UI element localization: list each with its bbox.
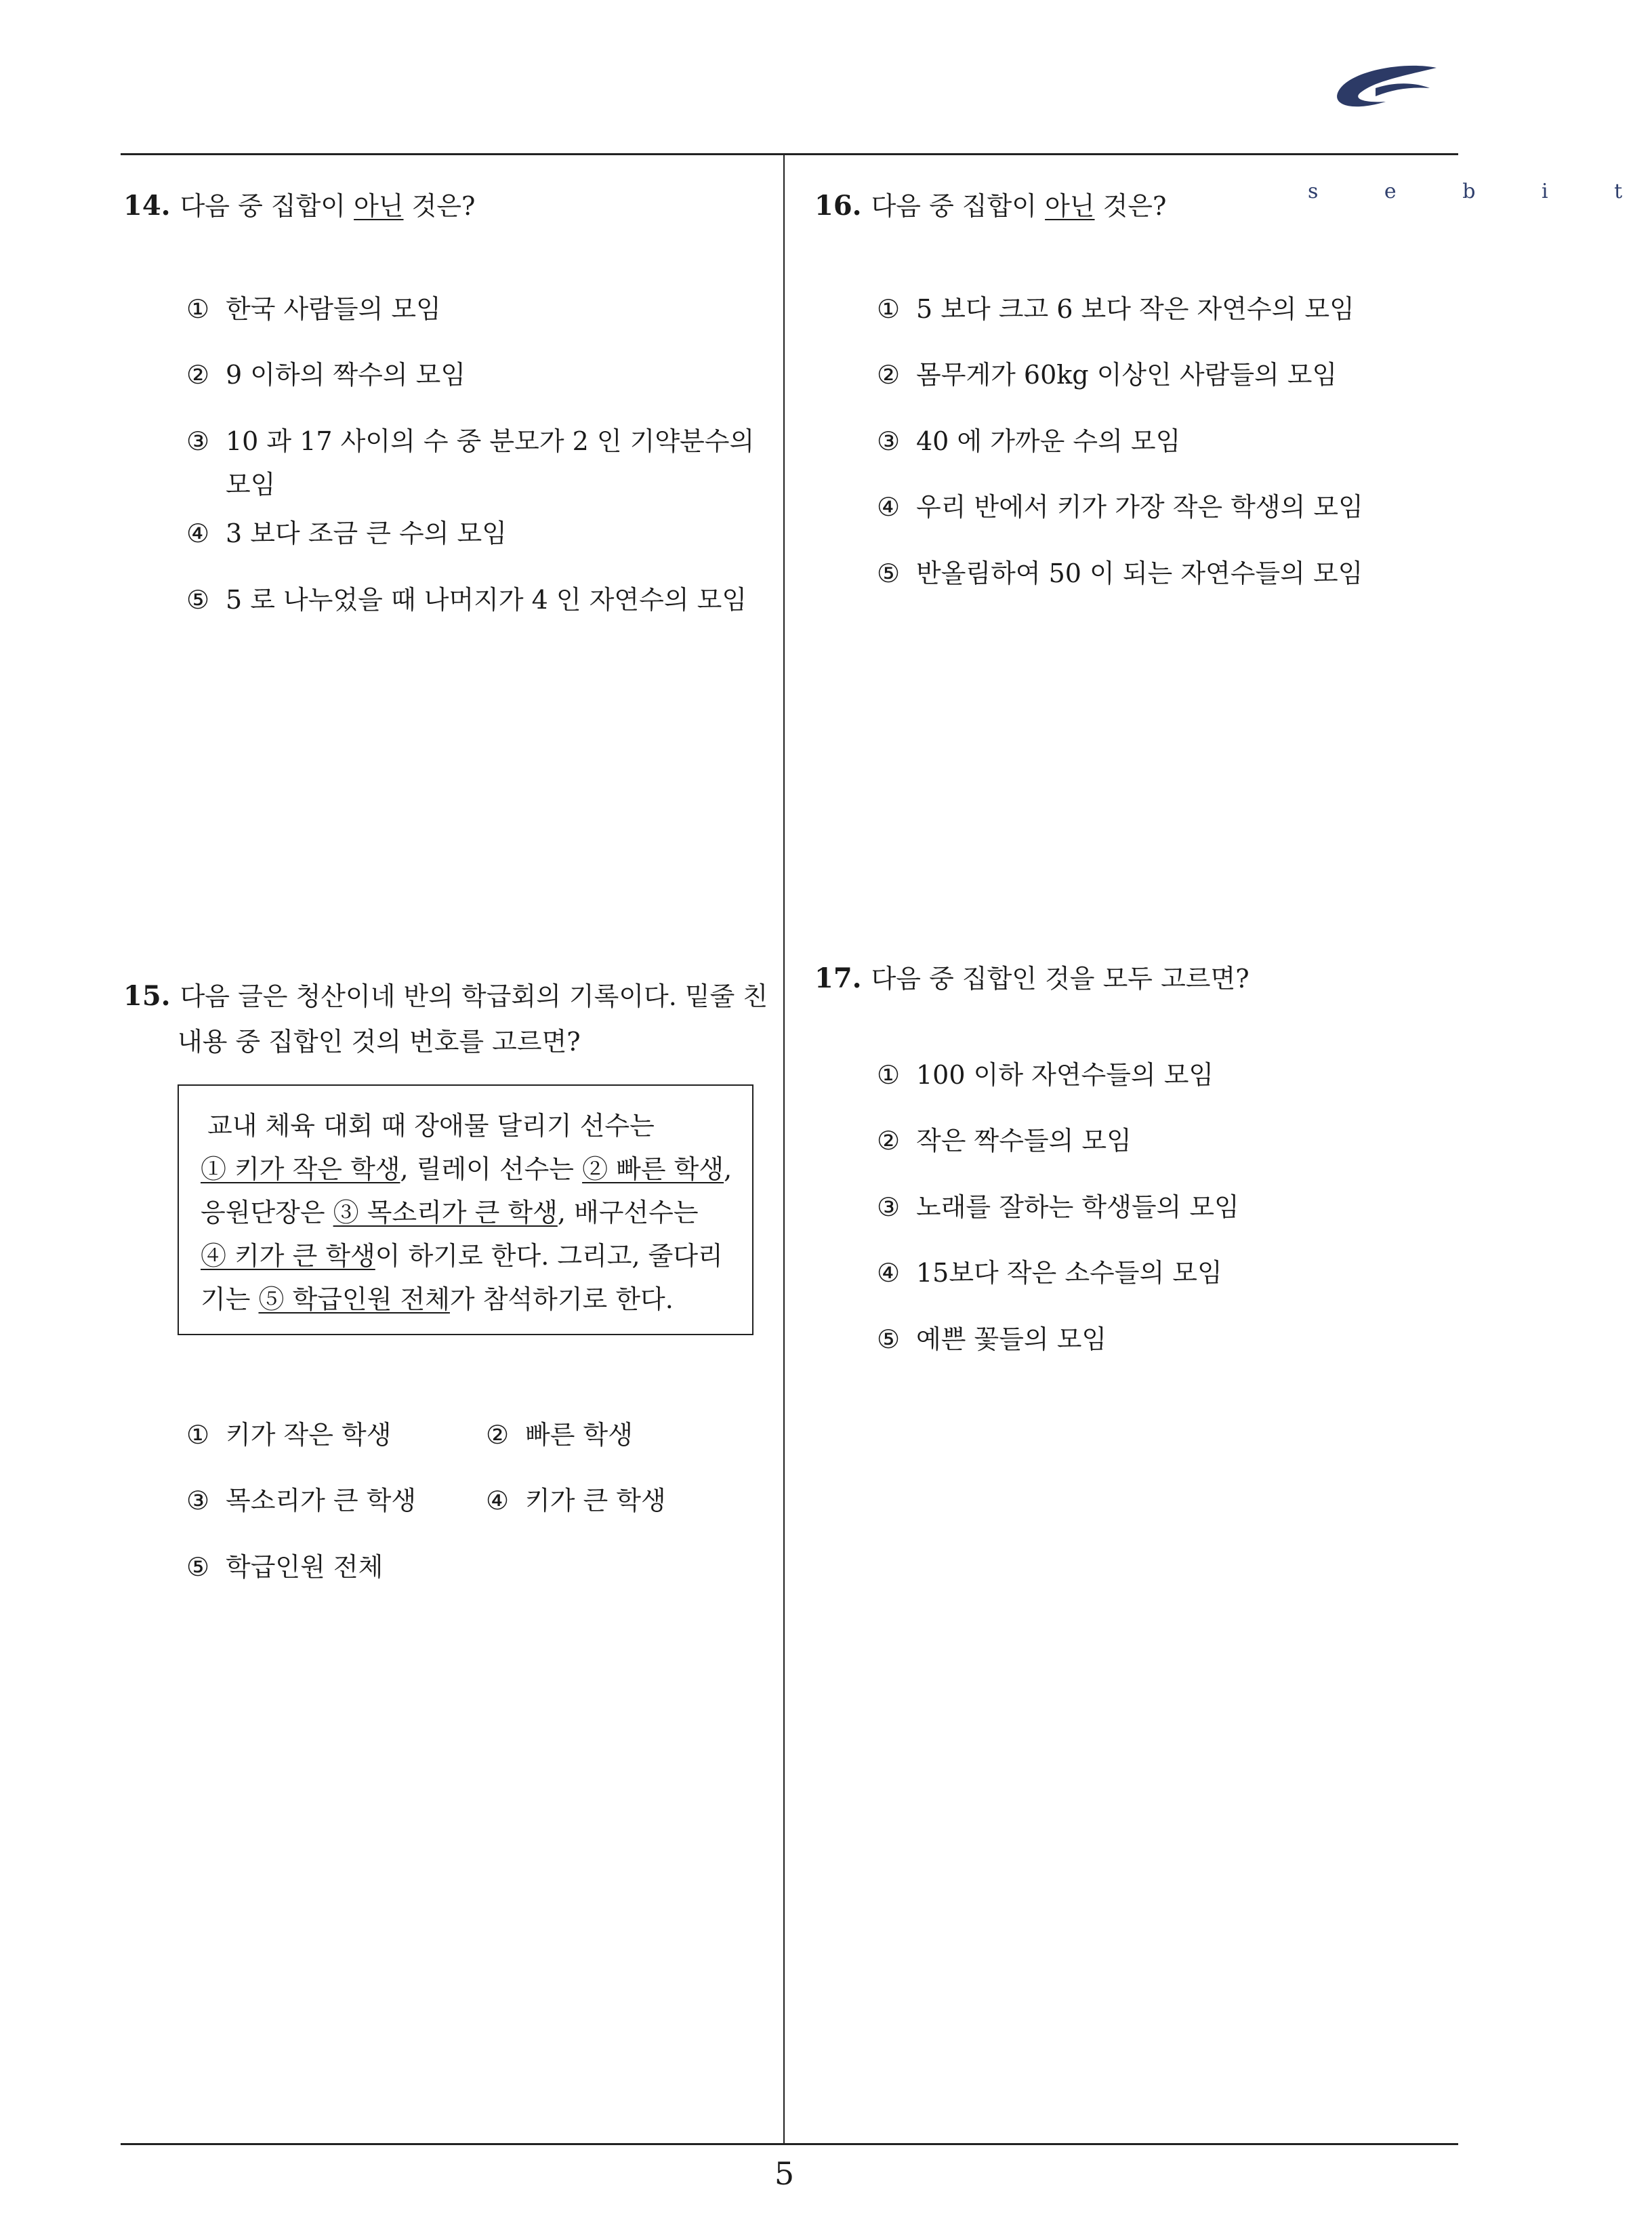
q16-option-5: ⑤ 반올림하여 50 이 되는 자연수들의 모임 [877,558,1363,588]
question-16-stem: 16. 다음 중 집합이 아닌 것은? [814,190,1167,222]
q16-option-1: ① 5 보다 크고 6 보다 작은 자연수의 모임 [877,294,1355,324]
logo-text: s e b i t [1308,180,1652,203]
page-number: 5 [774,2155,795,2192]
q17-option-5: ⑤ 예쁜 꽃들의 모임 [877,1324,1107,1354]
question-number: 15. [123,980,171,1012]
q14-option-4: ④ 3 보다 조금 큰 수의 모임 [186,518,507,548]
q14-option-2: ② 9 이하의 짝수의 모임 [186,360,466,390]
question-14-stem: 14. 다음 중 집합이 아닌 것은? [123,190,476,222]
underlined-word: 아닌 [354,191,404,221]
question-number: 17. [814,962,862,994]
passage-line-4: ④ 키가 큰 학생이 하기로 한다. 그리고, 줄다리 [201,1241,723,1271]
question-17-stem: 17. 다음 중 집합인 것을 모두 고르면? [814,962,1250,994]
question-15-stem-line2: 내용 중 집합인 것의 번호를 고르면? [178,1027,581,1057]
q15-option-5: ⑤ 학급인원 전체 [186,1552,384,1582]
column-divider [783,153,785,2144]
sebit-logo [1308,61,1652,203]
question-number: 16. [814,190,862,222]
question-number: 14. [123,190,171,222]
q17-option-2: ② 작은 짝수들의 모임 [877,1126,1132,1156]
passage-line-1: 교내 체육 대회 때 장애물 달리기 선수는 [207,1111,655,1141]
q15-option-2: ② 빠른 학생 [486,1420,633,1450]
q16-option-4: ④ 우리 반에서 키가 가장 작은 학생의 모임 [877,492,1363,522]
q15-option-4: ④ 키가 큰 학생 [486,1486,666,1515]
q17-option-4: ④ 15보다 작은 소수들의 모임 [877,1258,1222,1288]
passage-line-5: 기는 ⑤ 학급인원 전체가 참석하기로 한다. [201,1284,674,1314]
q15-option-3: ③ 목소리가 큰 학생 [186,1486,417,1515]
q16-option-2: ② 몸무게가 60kg 이상인 사람들의 모임 [877,360,1338,390]
q14-option-3-continued: 모임 [226,470,276,500]
q15-option-1: ① 키가 작은 학생 [186,1420,392,1450]
q16-option-3: ③ 40 에 가까운 수의 모임 [877,426,1181,456]
q17-option-3: ③ 노래를 잘하는 학생들의 모임 [877,1192,1239,1222]
underlined-word: 아닌 [1045,191,1095,221]
sebit-swoosh-icon [1321,61,1443,122]
question-15-stem: 15. 다음 글은 청산이네 반의 학급회의 기록이다. 밑줄 친 [123,980,768,1012]
q14-option-3: ③ 10 과 17 사이의 수 중 분모가 2 인 기약분수의 [186,426,755,456]
passage-line-3: 응원단장은 ③ 목소리가 큰 학생, 배구선수는 [201,1198,699,1227]
passage-line-2: ① 키가 작은 학생, 릴레이 선수는 ② 빠른 학생, [201,1154,732,1184]
header-rule [121,153,1458,155]
q14-option-1: ① 한국 사람들의 모임 [186,294,441,324]
q17-option-1: ① 100 이하 자연수들의 모임 [877,1060,1214,1090]
footer-rule [121,2143,1458,2145]
q14-option-5: ⑤ 5 로 나누었을 때 나머지가 4 인 자연수의 모임 [186,585,747,615]
